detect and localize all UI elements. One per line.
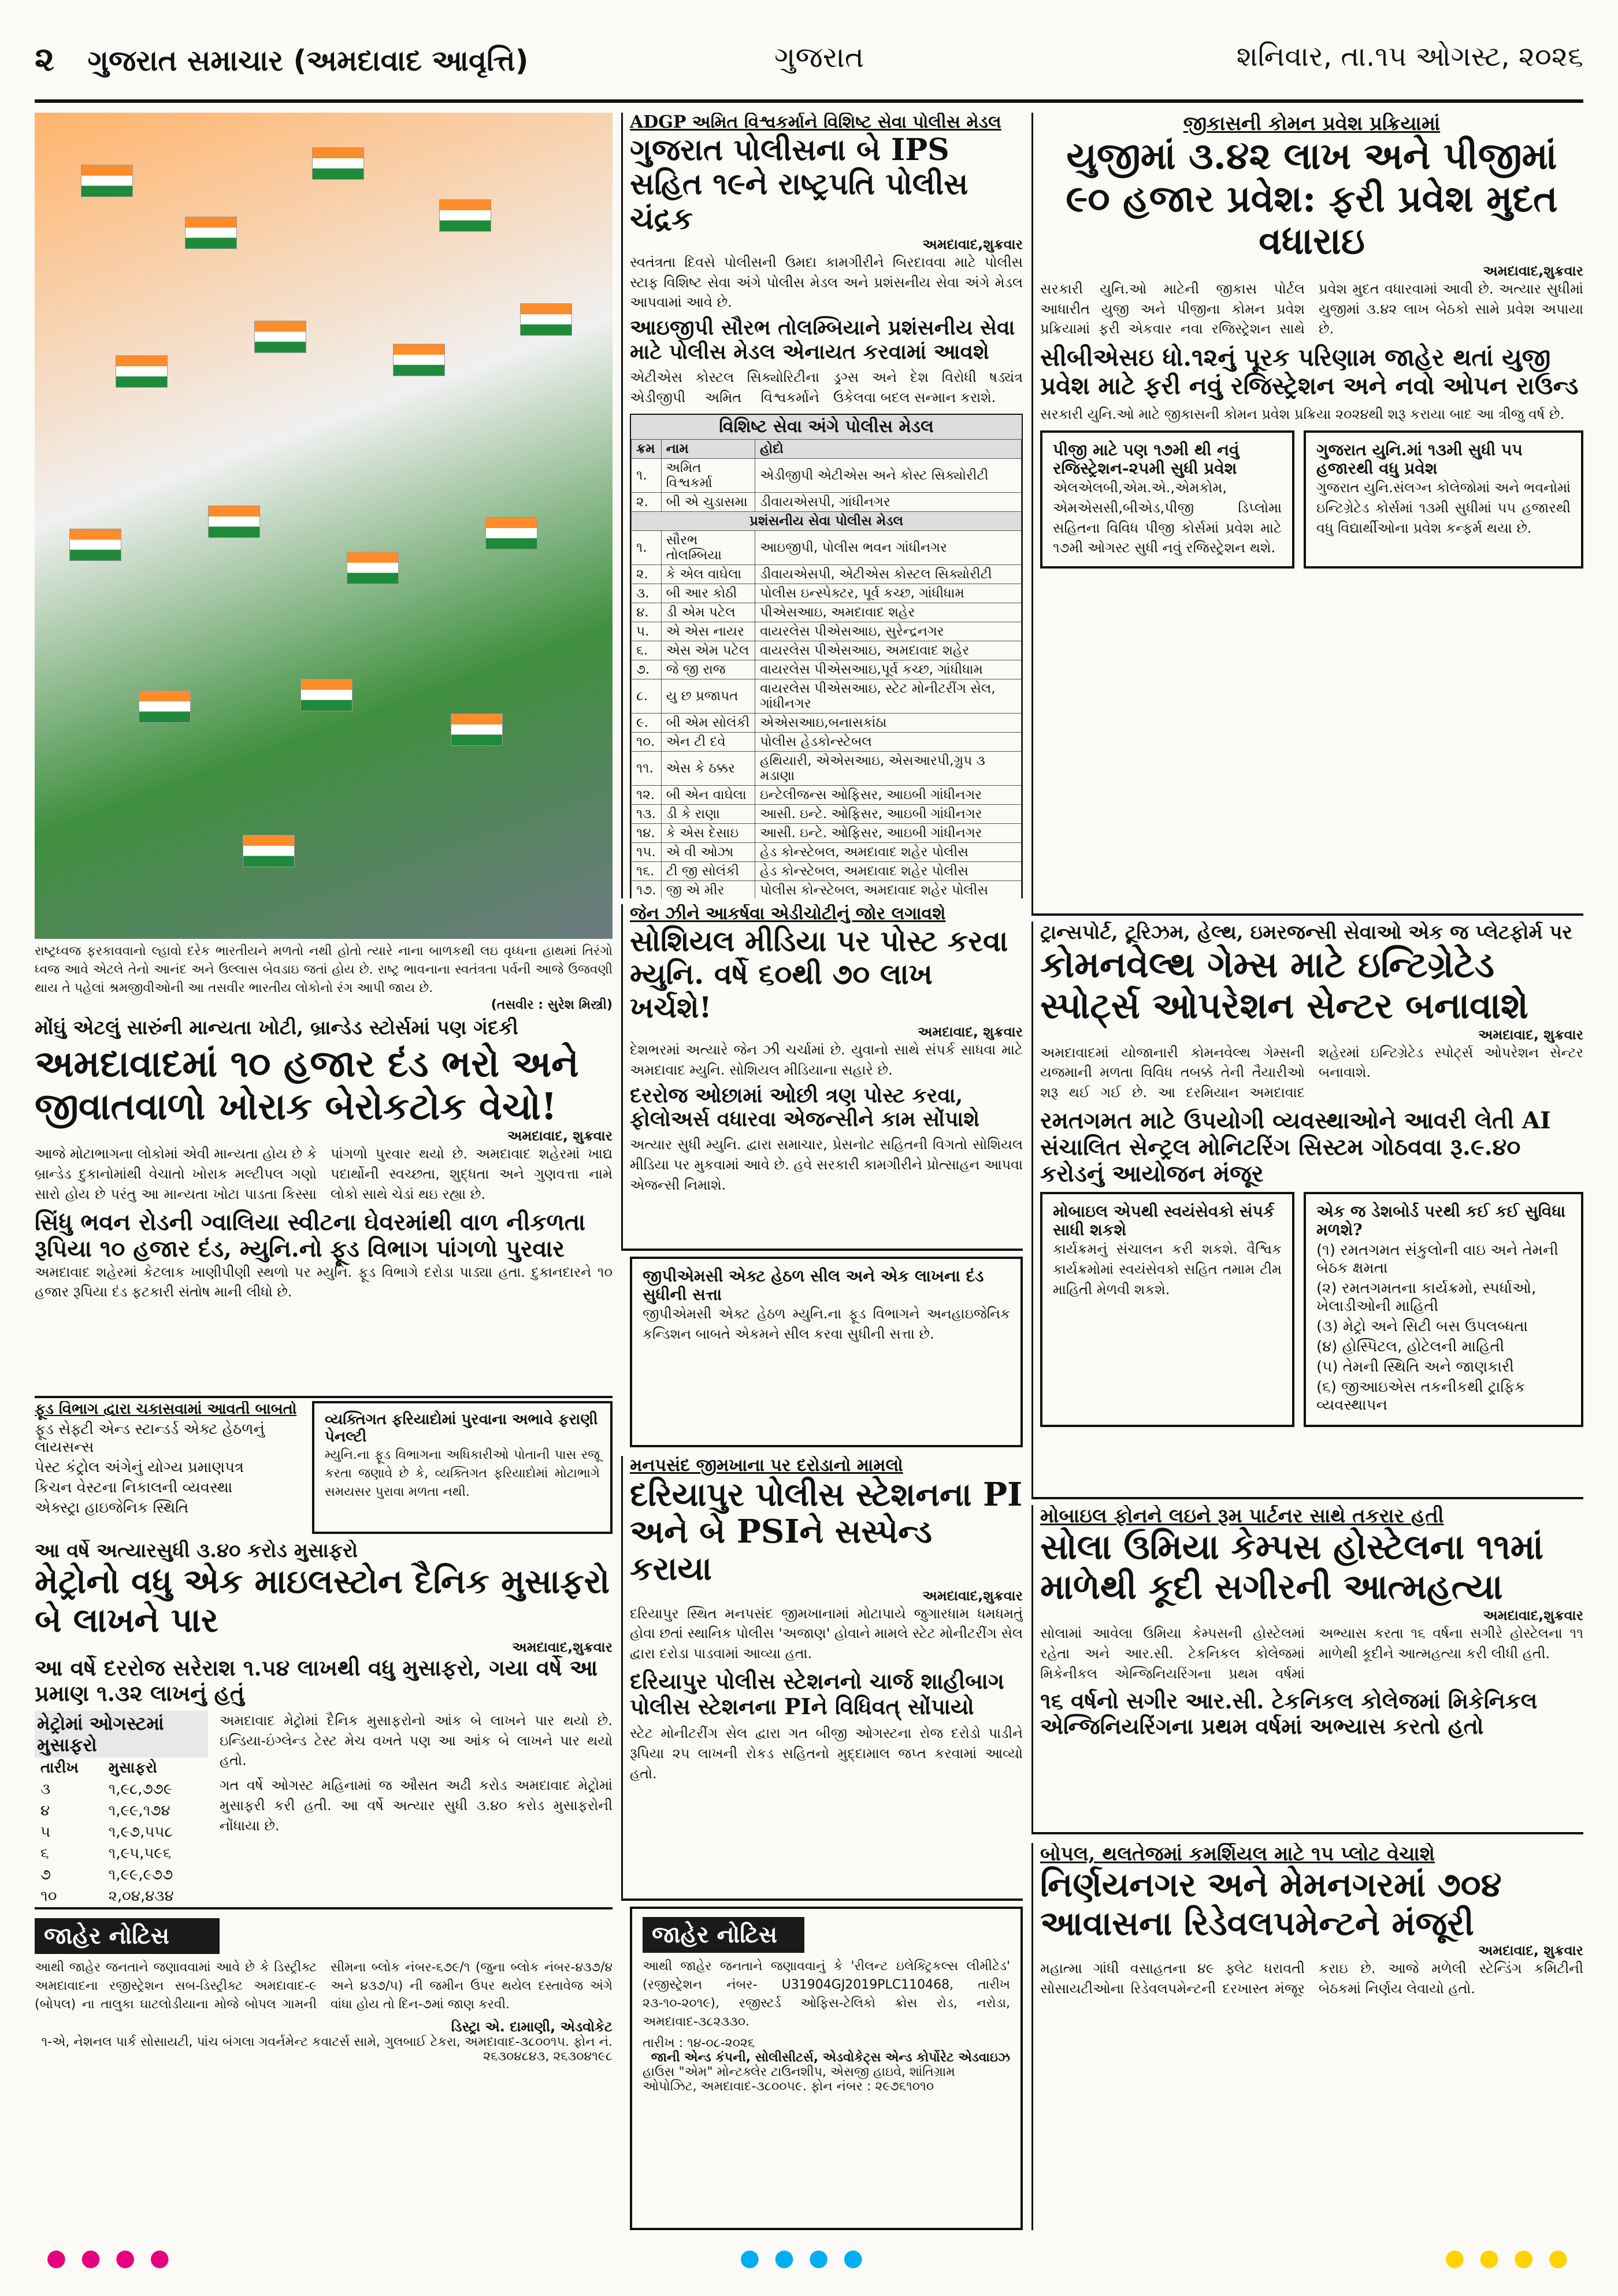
food-headline: અમદાવાદમાં ૧૦ હજાર દંડ ભરો અને જીવાતવાળો ખોરાક બેરોકટોક વેચો! <box>35 1042 579 1128</box>
police-story <box>621 1456 1023 1901</box>
social-headline: સોશિયલ મીડિયા પર પોસ્ટ કરવા મ્યુનિ. વર્ષે ૬૦થી ૭૦ લાખ ખર્ચશે! <box>630 923 1008 1024</box>
medal-table <box>631 439 1022 898</box>
mobile-app-box <box>1040 1192 1294 1427</box>
table-row: ૧૬. ટી જી સોલંકી હેડ કોન્સ્ટેબલ, અમદાવાદ શહેર પોલીસ <box>632 862 1022 881</box>
registration-marks: ● ● ● ● <box>740 2245 867 2271</box>
public-notice-mid <box>630 1907 1023 2230</box>
table-row: ૪ ૧,૯૯,૧૭૪ <box>40 1802 170 1820</box>
table-header: મુસાફરો <box>108 1759 157 1777</box>
food-body2: અમદાવાદ શહેરમાં કેટલાક ખાણીપીણી સ્થળો પર મ્યુનિ. ફૂડ વિભાગે દરોડા પાડ્યા હતા. દુકાનદારને ૧૦ હજાર રૂપિયા દંડ ફટકારી સંતોષ માની લીધો છે. <box>35 1264 613 1301</box>
police-headline: દરિયાપુર પોલીસ સ્ટેશનના PI અને બે PSIને સસ્પેન્ડ કરાયા <box>630 1475 1023 1588</box>
table-row: ૪. ડી એમ પટેલ પીએસઆઇ, અમદાવાદ શહેર <box>632 603 1022 622</box>
police-kicker: મનપસંદ જીમખાના પર દરોડાનો મામલો <box>630 1456 903 1476</box>
admission-body: સરકારી યુનિ.ઓ માટેની જીકાસ પોર્ટલ આધારીત યુજી અને પીજીના કોમન પ્રવેશ પ્રક્રિયામાં ફરી એકવાર નવા રજિસ્ટ્રેશન સાથે પ્રવેશ મુદત વધારવામાં આવી છે. અત્યાર સુધીમાં યુજીમાં ૩.૪૨ લાખ બેઠકો સામે પ્રવેશ અપાયા છે. <box>1040 280 1583 337</box>
list-item: ફૂડ સેફ્ટી એન્ડ સ્ટાન્ડર્ડ એક્ટ હેઠળનું લાયસન્સ <box>35 1420 265 1456</box>
masthead <box>35 28 1583 103</box>
paper-branding <box>35 39 528 79</box>
list-item: પેસ્ટ કંટ્રોલ અંગેનું યોગ્ય પ્રમાણપત્ર <box>35 1458 244 1476</box>
dashboard-box <box>1304 1192 1583 1427</box>
table-row: ૬. એસ એમ પટેલ વાયરલેસ પીએસઆઇ, અમદાવાદ શહેર <box>632 641 1022 660</box>
notice-address: ૧-એ, નેશનલ પાર્ક સોસાયટી, પાંચ બંગલા ગવર્નમેન્ટ કવાટર્સ સામે, ગુલબાઈ ટેકરા, અમદાવાદ-૩૮૦૦૧૫. ફોન નં. ૨૬૩૦૪૮૪૩, ૨૬૩૦૪૧૯૮ <box>41 2034 613 2064</box>
medal-table-box <box>630 414 1023 898</box>
hostel-body: સોલામાં આવેલા ઉમિયા કેમ્પસની હોસ્ટેલમાં રહેતા અને આર.સી. ટેકનિકલ કોલેજમાં મિકેનીકલ એન્જિનિયરિંગના પ્રથમ વર્ષમાં અભ્યાસ કરતા ૧૬ વર્ષના સગીરે હોસ્ટેલના ૧૧ માળેથી કૂદીને આત્મહત્યા કરી લીધી હતી. <box>1040 1625 1583 1682</box>
metro-table-title: મેટ્રોમાં ઓગસ્ટમાં મુસાફરો <box>35 1711 208 1758</box>
food-body: આજે મોટાભાગના લોકોમાં એવી માન્યતા હોય છે કે બ્રાન્ડેડ દુકાનોમાંથી વેચાતો ખોરાક મલ્ટીપલ ગણો સારો હોય છે પરંતુ આ માન્યતા ખોટા પાડતા કિસ્સા પાંગળો પુરવાર થયો છે. અમદાવાદ શહેરમાં ખાદ્ય પદાર્થોની સ્વચ્છતા, શુદ્ધતા અને ગુણવત્તા નામે લોકો સાથે ચેડાં થઇ રહ્યા છે. <box>35 1146 613 1202</box>
social-story <box>621 904 1023 1251</box>
food-kicker: મોંઘું એટલું સારુંની માન્યતા ખોટી, બ્રાન્ડેડ સ્ટોર્સમાં પણ ગંદકી <box>35 1017 518 1039</box>
admission-kicker: જીકાસની કોમન પ્રવેશ પ્રક્રિયામાં <box>1183 113 1441 135</box>
list-item: (૫) તેમની સ્થિતિ અને જાણકારી <box>1316 1358 1514 1376</box>
admission-body2: સરકારી યુનિ.ઓ માટે જીકાસની કોમન પ્રવેશ પ્રક્રિયા ૨૦૨૪થી શરૂ કરાયા બાદ આ ત્રીજુ વર્ષ છે. <box>1040 406 1565 422</box>
food-side-body: મ્યુનિ.ના ફૂડ વિભાગના અધિકારીઓ પોતાની પાસ રજૂ કરતા જણાવે છે કે, વ્યક્તિગત ફરિયાદોમાં મોટાભાગે સમયસર પુરાવા મળતા નથી. <box>325 1447 600 1499</box>
edition-label: (અમદાવાદ આવૃત્તિ) <box>293 44 529 77</box>
table-row: ૫ ૧,૯૭,૫૫૮ <box>40 1823 173 1841</box>
list-item: (૪) હોસ્પિટલ, હોટેલની માહિતી <box>1316 1338 1505 1356</box>
hostel-headline: સોલા ઉમિયા કેમ્પસ હોસ્ટેલના ૧૧માં માળેથી કૂદી સગીરની આત્મહત્યા <box>1040 1527 1543 1608</box>
list-item: એક્સ્ટ્રા હાઇજેનિક સ્થિતિ <box>35 1499 189 1517</box>
sports-kicker: ટ્રાન્સપોર્ટ, ટૂરિઝમ, હેલ્થ, ઇમરજન્સી સેવાઓ એક જ પ્લેટફોર્મ પર <box>1040 922 1573 944</box>
registration-marks: ● ● ● ● <box>1445 2245 1572 2271</box>
ips-body: સ્વતંત્રતા દિવસે પોલીસની ઉમદા કામગીરીને બિરદાવવા માટે પોલીસ સ્ટાફ વિશિષ્ટ સેવા અંગે પોલીસ મેડલ અને પ્રશંસનીય સેવા અંગે મેડલ આપવામાં આવે છે. <box>630 254 1023 311</box>
table-row: ૬ ૧,૯૫,૫૯૬ <box>40 1845 172 1863</box>
notice-signature: જાની એન્ડ કંપની, સોલીસીટર્સ, એડવોકેટ્સ એન્ડ કોર્પોરેટ એડવાઇઝ <box>651 2050 1010 2065</box>
metro-headline: મેટ્રોનો વધુ એક માઇલસ્ટોન દૈનિક મુસાફરો બે લાખને પાર <box>35 1562 610 1640</box>
table-row: ૧૧. એસ કે ઠક્કર હથિયારી, એએસઆઇ, એસઆરપી,ગ્રુપ ૩ મડાણા <box>632 752 1022 786</box>
list-item: (૧) રમતગમત સંકુલોની વાઇ અને તેમની બેઠક ક્ષમતા <box>1316 1242 1558 1277</box>
housing-body: મહાત્મા ગાંધી વસાહતના ૪૯ ફ્લેટ ધરાવતી સોસાયટીઓના રિડેવલપમેન્ટની દરખાસ્ત મંજૂર કરાઇ છે. આજે મળેલી સ્ટેન્ડિંગ કમિટીની બેઠકમાં નિર્ણય લેવાયો હતો. <box>1040 1960 1583 1997</box>
table-row: ૧. સૌરભ તોલમ્બિયા આઇજીપી, પોલીસ ભવન ગાંધીનગર <box>632 531 1022 565</box>
hostel-story <box>1031 1505 1583 1834</box>
admission-dateline: અમદાવાદ,શુક્રવાર <box>1483 262 1583 279</box>
food-subhead: સિંધુ ભવન રોડની ગ્વાલિયા સ્વીટના ઘેવરમાંથી વાળ નીકળતા રૂપિયા ૧૦ હજાર દંડ, મ્યુનિ.નો ફૂડ વિભાગ પાંગળો પુરવાર <box>35 1208 586 1262</box>
social-body: દેશભરમાં અત્યારે જેન ઝી ચર્ચામાં છે. યુવાનો સાથે સંપર્ક સાધવા માટે અમદાવાદ મ્યુનિ. સોશિયલ મીડિયાના સહારે છે. <box>630 1042 1023 1078</box>
notice-address: હાઉસ "એમ" મોન્ટક્લેર ટાઉનશીપ, એસજી હાઇવે, શાંતિગ્રામ ઓપોઝિટ, અમદાવાદ-૩૮૦૦૫૯. ફોન નંબર : ૨૯૭૬૧૦૧૦ <box>643 2064 955 2094</box>
list-item: (૩) મેટ્રો અને સિટી બસ ઉપલબ્ધતા <box>1316 1318 1528 1336</box>
paper-name: ગુજરાત સમાચાર <box>87 44 284 77</box>
notice-body: આથી જાહેર જનતાને જણાવવામાં આવે છે કે ડિસ્ટ્રીક્ટ અમદાવાદના રજીસ્ટ્રેશન સબ-ડિસ્ટ્રીક્ટ અમદાવાદ-૯ (બોપલ) ના તાલુકા ઘાટલોડીયાના મોજે બોપલ ગામની સીમના બ્લોક નંબર-૬૭૯/૧ (જુના બ્લોક નંબર-૪૩૭/૪ અને ૪૩૭/૫) ની જમીન ઉપર થયેલ દસ્તાવેજ અંગે વાંધા હોય તો દિન-૭માં જાણ કરવી. <box>35 1960 613 2012</box>
medal-table-title: વિશિષ્ટ સેવા અંગે પોલીસ મેડલ <box>631 415 1022 440</box>
table-header: નામ <box>661 440 755 459</box>
table-row: ૧૪. કે એસ દેસાઇ આસી. ઇન્ટે. ઓફિસર, આઇબી ગાંધીનગર <box>632 824 1022 843</box>
gu-box <box>1304 430 1583 569</box>
food-dateline: અમદાવાદ, શુક્રવાર <box>507 1128 613 1145</box>
sports-headline: કોમનવેલ્થ ગેમ્સ માટે ઇન્ટિગ્રેટેડ સ્પોર્ટ્સ ઓપરેશન સેન્ટર બનાવાશે <box>1040 943 1528 1027</box>
pg-box-title: પીજી માટે પણ ૧૭મી થી નવું રજિસ્ટ્રેશન-૨૫મી સુધી પ્રવેશ <box>1053 440 1240 478</box>
hostel-kicker: મોબાઇલ ફોનને લઇને રૂમ પાર્ટનર સાથે તકરાર હતી <box>1040 1505 1444 1528</box>
police-body: દરિયાપુર સ્થિત મનપસંદ જીમખાનામાં મોટાપાયે જુગારધામ ધમધમતું હોવા છતાં સ્થાનિક પોલીસ 'અજાણ' હોવાને મામલે સ્ટેટ મોનીટરીંગ સેલ દ્વારા દરોડા પાડવામાં આવ્યા હતા. <box>630 1605 1023 1662</box>
gu-box-body: ગુજરાત યુનિ.સંલગ્ન કોલેજોમાં અને ભવનોમાં ઇન્ટિગ્રેટેડ કોર્સમાં ૧૩મી સુધીમાં ૫૫ હજારથી વધુ વિદ્યાર્થીઓના પ્રવેશ કન્ફર્મ થયા છે. <box>1316 480 1571 536</box>
table-row: ૫. એ એસ નાયર વાયરલેસ પીએસઆઇ, સુરેન્દ્રનગર <box>632 622 1022 641</box>
metro-table-box <box>35 1711 208 1909</box>
ips-dateline: અમદાવાદ,શુક્રવાર <box>922 236 1023 252</box>
metro-dateline: અમદાવાદ,શુક્રવાર <box>512 1639 613 1656</box>
metro-kicker: આ વર્ષે અત્યારસુધી ૩.૪૦ કરોડ મુસાફરો <box>35 1540 358 1562</box>
social-side-box <box>630 1257 1023 1447</box>
mobile-box-body: કાર્યક્રમનું સંચાલન કરી શકશે. વૈશ્વિક કાર્યક્રમોમાં સ્વયંસેવકો સહિત તમામ ટીમ માહિતી મેળવી શકશે. <box>1053 1241 1282 1298</box>
ips-kicker: ADGP અમિત વિશ્વકર્માને વિશિષ્ટ સેવા પોલીસ મેડલ <box>630 113 1001 132</box>
table-row: ૧૫. એ વી ઓઝા હેડ કોન્સ્ટેબલ, અમદાવાદ શહેર પોલીસ <box>632 843 1022 862</box>
food-list-box <box>35 1401 300 1534</box>
social-body2: અત્યાર સુધી મ્યુનિ. દ્વારા સમાચાર, પ્રેસનોટ સહિતની વિગતો સોશિયલ મીડિયા પર મુકવામાં આવે છે. હવે સરકારી કામગીરીને પ્રોત્સાહન આપવા એજન્સી નિમાશે. <box>630 1136 1023 1193</box>
housing-dateline: અમદાવાદ, શુક્રવાર <box>1478 1942 1583 1959</box>
food-side-title: વ્યક્તિગત ફરિયાદોમાં પુરવાના અભાવે ફરાણી પેનલ્ટી <box>325 1411 598 1446</box>
social-subhead: દરરોજ ઓછામાં ઓછી ત્રણ પોસ્ટ કરવા, ફોલોઅર્સ વધારવા એજન્સીને કામ સોંપાશે <box>630 1083 980 1131</box>
social-side-title: જીપીએમસી એક્ટ હેઠળ સીલ અને એક લાખના દંડ સુધીની સત્તા <box>643 1266 984 1305</box>
section-label: ગુજરાત <box>774 40 864 74</box>
sports-subhead: રમતગમત માટે ઉપયોગી વ્યવસ્થાઓને આવરી લેતી AI સંચાલિત સેન્ટ્રલ મોનિટરિંગ સિસ્ટમ ગોઠવવા રૂ.૯.૪૦ કરોડનું આયોજન મંજૂર <box>1040 1107 1551 1188</box>
metro-body: અમદાવાદ મેટ્રોમાં દૈનિક મુસાફરોનો આંક બે લાખને પાર થયો છે. ઇન્ડિયા-ઇંગ્લેન્ડ ટેસ્ટ મેચ વખતે પણ આ આંક બે લાખને પાર થયો હતો. <box>220 1712 613 1769</box>
ips-subhead: આઇજીપી સૌરભ તોલમ્બિયાને પ્રશંસનીય સેવા માટે પોલીસ મેડલ એનાયત કરવામાં આવશે <box>630 315 1015 364</box>
table-row: ૧. અમિત વિશ્વકર્મા એડીજીપી એટીએસ અને કોસ્ટ સિક્યોરીટી <box>632 459 1022 493</box>
registration-marks: ● ● ● ● <box>46 2245 173 2271</box>
table-row: ૩. બી આર કોઠી પોલીસ ઇન્સ્પેક્ટર, પૂર્વ કચ્છ, ગાંધીધામ <box>632 584 1022 603</box>
flag-photo <box>35 113 613 939</box>
admission-story <box>1031 113 1583 916</box>
housing-story <box>1031 1843 1583 2230</box>
metro-table <box>35 1758 208 1909</box>
photo-block <box>35 113 613 1014</box>
table-row: ૨. કે એલ વાઘેલા ડીવાયએસપી, એટીએસ કોસ્ટલ સિક્યોરીટી <box>632 565 1022 584</box>
ips-headline: ગુજરાત પોલીસના બે IPS સહિત ૧૯ને રાષ્ટ્રપતિ પોલીસ ચંદ્રક <box>630 132 968 237</box>
social-kicker: જેન ઝીને આકર્ષવા એડીચોટીનું જોર લગાવશે <box>630 904 946 924</box>
housing-headline: નિર્ણયનગર અને મેમનગરમાં ૭૦૪ આવાસના રિડેવલપમેન્ટને મંજૂરી <box>1040 1865 1502 1943</box>
metro-body2: ગત વર્ષે ઓગસ્ટ મહિનામાં જ ઔસત અઢી કરોડ અમદાવાદ મેટ્રોમાં મુસાફરી કરી હતી. આ વર્ષે અત્યાર સુધી ૩.૪૦ કરોડ મુસાફરોની નોંધાયા છે. <box>220 1777 613 1834</box>
food-story <box>35 1017 613 1398</box>
police-dateline: અમદાવાદ,શુક્રવાર <box>922 1587 1023 1604</box>
gu-box-title: ગુજરાત યુનિ.માં ૧૩મી સુધી ૫૫ હજારથી વધુ પ્રવેશ <box>1316 440 1523 478</box>
notice-signature: ડિસ્ટ્રા એ. દામાણી, એડવોકેટ <box>451 2018 613 2035</box>
issue-date: શનિવાર, તા.૧૫ ઓગસ્ટ, ૨૦૨૬ <box>1236 40 1583 73</box>
table-row <box>35 1907 208 1909</box>
table-row: ૧૦. એન ટી દવે પોલીસ હેડકોન્સ્ટેબલ <box>632 733 1022 752</box>
metro-subhead: આ વર્ષે દરરોજ સરેરાશ ૧.૫૪ લાખથી વધુ મુસાફરો, ગયા વર્ષે આ પ્રમાણ ૧.૩૨ લાખનું હતું <box>35 1655 598 1707</box>
table-row: ૨. બી એ ચુડાસમા ડીવાયએસપી, ગાંધીનગર <box>632 493 1022 512</box>
admission-headline: યુજીમાં ૩.૪૨ લાખ અને પીજીમાં ૯૦ હજાર પ્રવેશ: ફરી પ્રવેશ મુદત વધારાઇ <box>1066 135 1558 263</box>
table-row: ૧૩. ડી કે રાણા આસી. ઇન્ટે. ઓફિસર, આઇબી ગાંધીનગર <box>632 805 1022 824</box>
table-row: ૩ ૧,૯૮,૭૭૯ <box>40 1781 173 1799</box>
social-side-body: જીપીએમસી એક્ટ હેઠળ મ્યુનિ.ના ફૂડ વિભાગને અનહાઇજેનિક કન્ડિશન બાબતે એકમને સીલ કરવા સુધીની સત્તા છે. <box>643 1306 1010 1343</box>
table-row: ૧૨. બી એન વાઘેલા ઇન્ટેલીજન્સ ઓફિસર, આઇબી ગાંધીનગર <box>632 786 1022 805</box>
police-subhead: દરિયાપુર પોલીસ સ્ટેશનનો ચાર્જ શાહીબાગ પોલીસ સ્ટેશનના PIને વિધિવત્ સોંપાયો <box>630 1668 1004 1719</box>
metro-story <box>35 1540 613 1909</box>
photo-caption: રાષ્ટ્રધ્વજ ફરકાવવાનો લ્હાવો દરેક ભારતીયને મળતો નથી હોતો ત્યારે નાના બાળકથી લઇ વૃધ્ધના હાથમાં તિરંગો ધ્વજ આવે એટલે તેનો આનંદ અને ઉલ્લાસ બેવડાઇ જતાં હોય છે. રાષ્ટ્ર ભાવનાના સ્વતંત્રતા પર્વની આજે ઉજવણી થાય તે પહેલાં શ્રમજીવીઓની આ તસવીર ભારતીય લોકોનો રંગ આપી જાય છે. <box>35 944 613 995</box>
page-number: ૨ <box>35 39 55 79</box>
ips-story <box>621 113 1023 898</box>
list-item: (૬) જીઆઇએસ તકનીકથી ટ્રાફિક વ્યવસ્થાપન <box>1316 1379 1526 1414</box>
sports-dateline: અમદાવાદ, શુક્રવાર <box>1478 1026 1583 1043</box>
list-item: કિચન વેસ્ટના નિકાલની વ્યવસ્થા <box>35 1478 233 1496</box>
food-list-title: ફૂડ વિભાગ દ્વારા ચકાસવામાં આવતી બાબતો <box>35 1401 297 1418</box>
police-body2: સ્ટેટ મોનીટરીંગ સેલ દ્વારા ગત બીજી ઓગસ્ટના રોજ દરોડો પાડીને રૂપિયા ૨૫ લાખની રોકડ સહિતનો મુદ્દામાલ જપ્ત કરવામાં આવ્યો હતો. <box>630 1725 1023 1782</box>
public-notice-left <box>35 1918 613 2230</box>
notice-title: જાહેર નોટિસ <box>643 1917 804 1953</box>
sports-body: અમદાવાદમાં યોજાનારી કોમનવેલ્થ ગેમ્સની યજમાની મળતા વિવિધ તબક્કે તેની તૈયારીઓ શરૂ થઈ ગઈ છે. આ દરમિયાન અમદાવાદ શહેરમાં ઇન્ટિગ્રેટેડ સ્પોર્ટ્સ ઓપરેશન સેન્ટર બનાવાશે. <box>1040 1044 1583 1101</box>
mobile-box-title: મોબાઇલ એપથી સ્વયંસેવકો સંપર્ક સાધી શકશે <box>1053 1202 1275 1240</box>
table-row: ૯. બી એમ સોલંકી એએસઆઇ,બનાસકાંઠા <box>632 714 1022 733</box>
list-item: (૨) રમતગમતના કાર્યક્રમો, સ્પર્ધાઓ, ખેલાડીઓની માહિતી <box>1316 1280 1537 1316</box>
social-dateline: અમદાવાદ, શુક્રવાર <box>918 1024 1023 1040</box>
ips-body2: એટીએસ કોસ્ટલ સિક્યોરિટીના એડીજીપી અમિત વિશ્વકર્માને ડ્રગ્સ અને દેશ વિરોધી ષડ્યંત્ર ઉકેલવા બદલ સન્માન કરાશે. <box>630 369 1023 406</box>
table-row: ૧૭. જી એ મીર પોલીસ કોન્સ્ટેબલ, અમદાવાદ શહેર પોલીસ <box>632 881 1022 898</box>
notice-title: જાહેર નોટિસ <box>35 1918 220 1954</box>
notice-body: આથી જાહેર જનતાને જણાવવાનું કે 'રીલન્ટ ઇલેક્ટ્રિકલ્સ લીમીટેડ' (રજીસ્ટ્રેશન નંબર- U31904GJ2019PLC110468, તારીખ ૨૩-૧૦-૨૦૧૯), રજીસ્ટર્ડ ઓફિસ-ટેલિકો ક્રોસ રોડ, નરોડા, અમદાવાદ-૩૮૨૩૩૦. <box>643 1959 1010 2029</box>
dashboard-box-title: એક જ ડેશબોર્ડ પરથી કઈ કઈ સુવિધા મળશે? <box>1316 1202 1566 1240</box>
hostel-subhead: ૧૬ વર્ષનો સગીર આર.સી. ટેકનિકલ કોલેજમાં મિકેનિકલ એન્જિનિયરિંગના પ્રથમ વર્ષમાં અભ્યાસ કરતો હતો <box>1040 1688 1538 1740</box>
sports-story <box>1031 922 1583 1499</box>
table-header: ક્રમ <box>632 440 662 459</box>
table-row: ૮. યુ છ પ્રજાપત વાયરલેસ પીએસઆઇ, સ્ટેટ મોનીટરીંગ સેલ, ગાંધીનગર <box>632 679 1022 714</box>
pg-box-body: એલએલબી,એમ.એ.,એમકોમ, એમએસસી,બીએડ,પીજી ડિપ્લોમા સહિતના વિવિધ પીજી કોર્સમાં પ્રવેશ માટે ૧૭મી ઓગસ્ટ સુધી નવું રજિસ્ટ્રેશન થશે. <box>1053 480 1282 556</box>
table-header: હોદો <box>755 440 1022 459</box>
table-row: ૧૦ ૨,૦૪,૪૩૪ <box>40 1888 174 1905</box>
table-header: તારીખ <box>40 1759 79 1777</box>
admission-subhead: સીબીએસઇ ધો.૧૨નું પૂરક પરિણામ જાહેર થતાં યુજી પ્રવેશ માટે ફરી નવું રજિસ્ટ્રેશન અને નવો ઓપન રાઉન્ડ <box>1040 343 1579 400</box>
food-side-box <box>312 1401 613 1534</box>
pg-box <box>1040 430 1294 569</box>
photo-credit: (તસવીર : સુરેશ મિસ્ત્રી) <box>491 997 613 1012</box>
table-row: ૭ ૧,૯૯,૯૭૭ <box>40 1866 173 1884</box>
table-row: ૭. જે જી રાજ વાયરલેસ પીએસઆઇ,પૂર્વ કચ્છ, ગાંધીધામ <box>632 660 1022 679</box>
hostel-dateline: અમદાવાદ,શુક્રવાર <box>1483 1607 1583 1624</box>
housing-kicker: બોપલ, થલતેજમાં કમર્શિયલ માટે ૧૫ પ્લોટ વેચાશે <box>1040 1843 1435 1866</box>
medal-section-title: પ્રશંસનીય સેવા પોલીસ મેડલ <box>632 512 1022 531</box>
notice-date: તારીખ : ૧૪-૦૮-૨૦૨૬ <box>643 2035 755 2050</box>
